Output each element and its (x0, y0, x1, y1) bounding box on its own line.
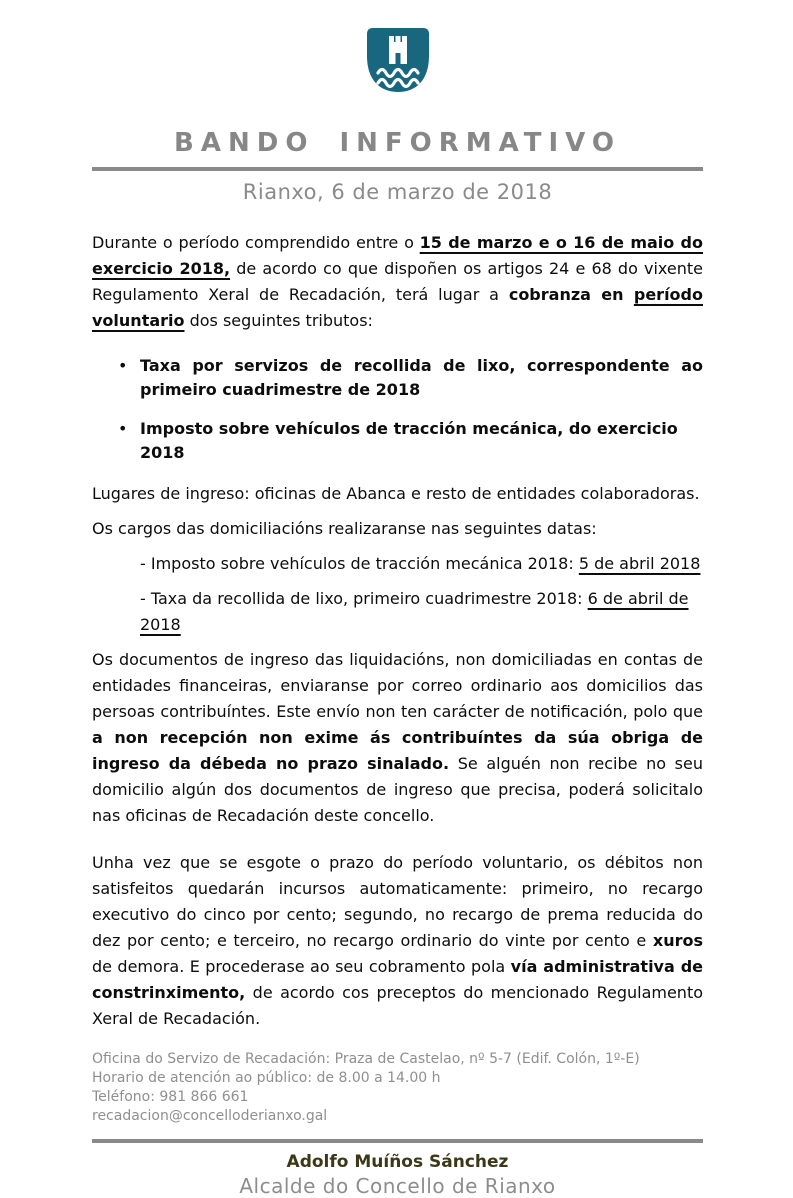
cobranza-emphasis: cobranza en (508, 285, 634, 304)
via-administrativa-emphasis: vía administrativa de constrinximento, (92, 957, 704, 1002)
intro-paragraph (92, 230, 703, 334)
office-email-line: recadacion@concelloderianxo.gal (92, 1108, 328, 1124)
lugares-ingreso-line: Lugares de ingreso: oficinas de Abanca e resto de entidades colaboradoras. (92, 484, 700, 503)
list-item (92, 354, 703, 402)
castle-door (395, 53, 400, 64)
enforcement-text: Unha vez que se esgote o prazo do período voluntario, os débitos non satisfeitos quedarán incursos automaticamente: primeiro, no recargo executivo do cinco por cento; segundo, no recargo de prema reducida do dez por cento; e terceiro, no recargo ordinario do vinte por cento e (92, 853, 703, 950)
cargo-date-line (140, 586, 703, 638)
signature-name: Adolfo Muíños Sánchez (286, 1152, 509, 1172)
tributo-vehiculos: Imposto sobre vehículos de tracción mecánica, do exercicio 2018 (140, 419, 678, 462)
dateline: Rianxo, 6 de marzo de 2018 (242, 180, 553, 204)
cargo-date: 6 de abril de 2018 (140, 589, 689, 634)
cargo-label: - Imposto sobre vehículos de tracción mecánica 2018: (140, 554, 579, 573)
collection-dates: 15 de marzo e o 16 de maio do exercicio 2018, (92, 233, 703, 278)
enforcement-text: de acordo cos preceptos do mencionado Regulamento Xeral de Recadación. (92, 983, 703, 1028)
list-item (92, 417, 703, 465)
office-hours-line: Horario de atención ao público: de 8.00 a 14.00 h (92, 1070, 441, 1086)
enforcement-paragraph (92, 850, 703, 1032)
title-divider (92, 167, 703, 171)
cargo-label: - Taxa da recollida de lixo, primeiro cuadrimestre 2018: (140, 589, 588, 608)
documentos-paragraph (92, 647, 703, 829)
intro-text: de acordo co que dispoñen os artigos 24 e 68 do vixente Regulamento Xeral de Recadación, terá lugar a (92, 259, 704, 304)
office-contact-block (92, 1050, 703, 1126)
page-title: BANDO INFORMATIVO (174, 128, 621, 158)
office-phone-line: Teléfono: 981 866 661 (92, 1089, 249, 1105)
bullet-icon: • (118, 356, 128, 375)
cargos-intro-line: Os cargos das domiciliacións realizaranse nas seguintes datas: (92, 519, 597, 538)
enforcement-text: de demora. E procederase ao seu cobramento pola (92, 957, 511, 976)
documentos-text: Os documentos de ingreso das liquidacións, non domiciliadas en contas de entidades financeiras, enviaranse por correo ordinario aos domicilios das persoas contribuíntes. Este envío non ten carácter de notificación, polo que (92, 650, 703, 721)
signature-divider (92, 1139, 703, 1143)
non-recepcion-emphasis: a non recepción non exime ás contribuíntes da súa obriga de ingreso da débeda no prazo sinalado. (92, 728, 703, 773)
cargo-date-line (140, 551, 703, 577)
tributo-lixo: Taxa por servizos de recollida de lixo, correspondente ao primeiro cuadrimestre de 2018 (140, 356, 703, 399)
xuros-emphasis: xuros (652, 931, 703, 950)
tributos-list (92, 354, 703, 465)
cargo-date: 5 de abril 2018 (578, 554, 701, 573)
bullet-icon: • (118, 419, 128, 438)
periodo-voluntario-emphasis: período voluntario (92, 285, 703, 330)
office-address-line: Oficina do Servizo de Recadación: Praza de Castelao, nº 5-7 (Edif. Colón, 1º-E) (92, 1051, 640, 1067)
signature-role: Alcalde do Concello de Rianxo (239, 1174, 556, 1198)
intro-text: dos seguintes tributos: (184, 311, 373, 330)
documentos-text: Se alguén non recibe no seu domicilio algún dos documentos de ingreso que precisa, poderá solicitalo nas oficinas de Recadación deste concello. (92, 754, 703, 825)
intro-text: Durante o período comprendido entre o (92, 233, 420, 252)
rianxo-coat-of-arms-icon (367, 28, 429, 92)
document-body (92, 230, 703, 1032)
